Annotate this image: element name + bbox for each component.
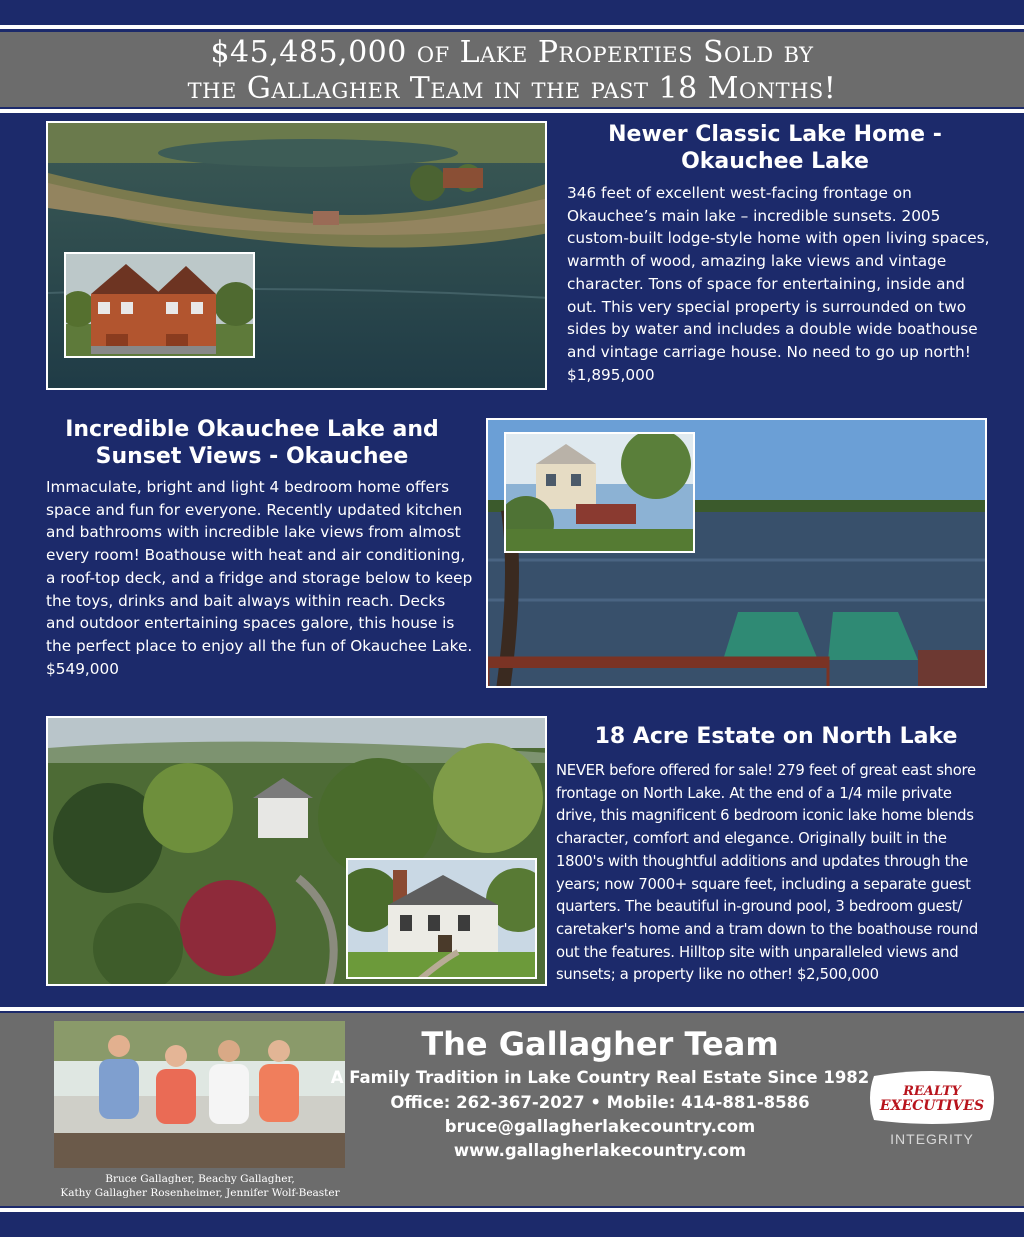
listing-2-house-photo: [504, 432, 695, 553]
listing-3-description: NEVER before offered for sale! 279 feet of great east shore frontage on North Lake. At the end of a 1/4 mile private drive, this magnificent 6 bedroom iconic lake home blends character, comfort and elegance. Originally built in the 1800's with thoughtful additions and updates through the years; now 7000+ square feet, including a separate guest quarters. The beautiful in-ground pool, 3 bedroom guest/ caretaker's home and a tram down to the boathouse round out the features. Hilltop site with unparalleled views and sunsets; a property like no other! $2,500,000: [556, 762, 978, 984]
phone-numbers: Office: 262-367-2027 • Mobile: 414-881-8586: [390, 1093, 810, 1112]
listing-1-description: 346 feet of excellent west-facing frontage on Okauchee’s main lake – incredible sunsets. 2005 custom-built lodge-style home with open living spaces, warmth of wood, amazing lake views and vintage character. Tons of space for entertaining, inside and out. This very special property is surrounded on two sides by water and includes a double wide boathouse and vintage carriage house. No need to go up north! $1,895,000: [567, 184, 990, 384]
team-caption-line-2: Kathy Gallagher Rosenheimer, Jennifer Wolf-Beaster: [60, 1187, 340, 1199]
listing-1-title-line-1: Newer Classic Lake Home -: [608, 122, 942, 147]
listing-2-description: Immaculate, bright and light 4 bedroom home offers space and fun for everyone. Recently updated kitchen and bathrooms with incredible lake views from almost every room! Boathouse with heat and air conditioning, a roof-top deck, and a fridge and storage below to keep the toys, drinks and bait always within reach. Decks and outdoor entertaining spaces galore, this house is the perfect place to enjoy all the fun of Okauchee Lake. $549,000: [46, 478, 473, 678]
listing-1-title: [560, 121, 990, 175]
team-tagline: A Family Tradition in Lake Country Real Estate Since 1982: [330, 1068, 870, 1087]
listing-3-title: 18 Acre Estate on North Lake: [594, 724, 958, 749]
listing-1-title-line-2: Okauchee Lake: [681, 149, 869, 174]
listing-1-house-photo: [64, 252, 255, 358]
website-link[interactable]: www.gallagherlakecountry.com: [453, 1141, 747, 1160]
header-line-1: $45,485,000 of Lake Properties Sold by: [210, 35, 814, 70]
team-name: The Gallagher Team: [421, 1025, 779, 1063]
footer-top-rule: [0, 1007, 1024, 1011]
logo-line-1: REALTY: [903, 1084, 961, 1099]
listing-2-title: [40, 416, 464, 470]
logo-line-2: EXECUTIVES: [879, 1098, 985, 1114]
listing-2-title-line-1: Incredible Okauchee Lake and: [65, 417, 439, 442]
top-rule: [0, 25, 1024, 29]
header-banner: [0, 32, 1024, 107]
listing-2-title-line-2: Sunset Views - Okauchee: [95, 444, 409, 469]
header-line-2: the Gallagher Team in the past 18 Months!: [187, 71, 837, 106]
email-link[interactable]: bruce@gallagherlakecountry.com: [444, 1117, 756, 1136]
team-caption-line-1: Bruce Gallagher, Beachy Gallagher,: [105, 1173, 295, 1185]
team-photo: [54, 1021, 345, 1168]
listing-3-house-photo: [346, 858, 537, 979]
logo-tagline: INTEGRITY: [890, 1131, 974, 1147]
footer-bottom-rule: [0, 1208, 1024, 1212]
header-bottom-rule: [0, 109, 1024, 113]
